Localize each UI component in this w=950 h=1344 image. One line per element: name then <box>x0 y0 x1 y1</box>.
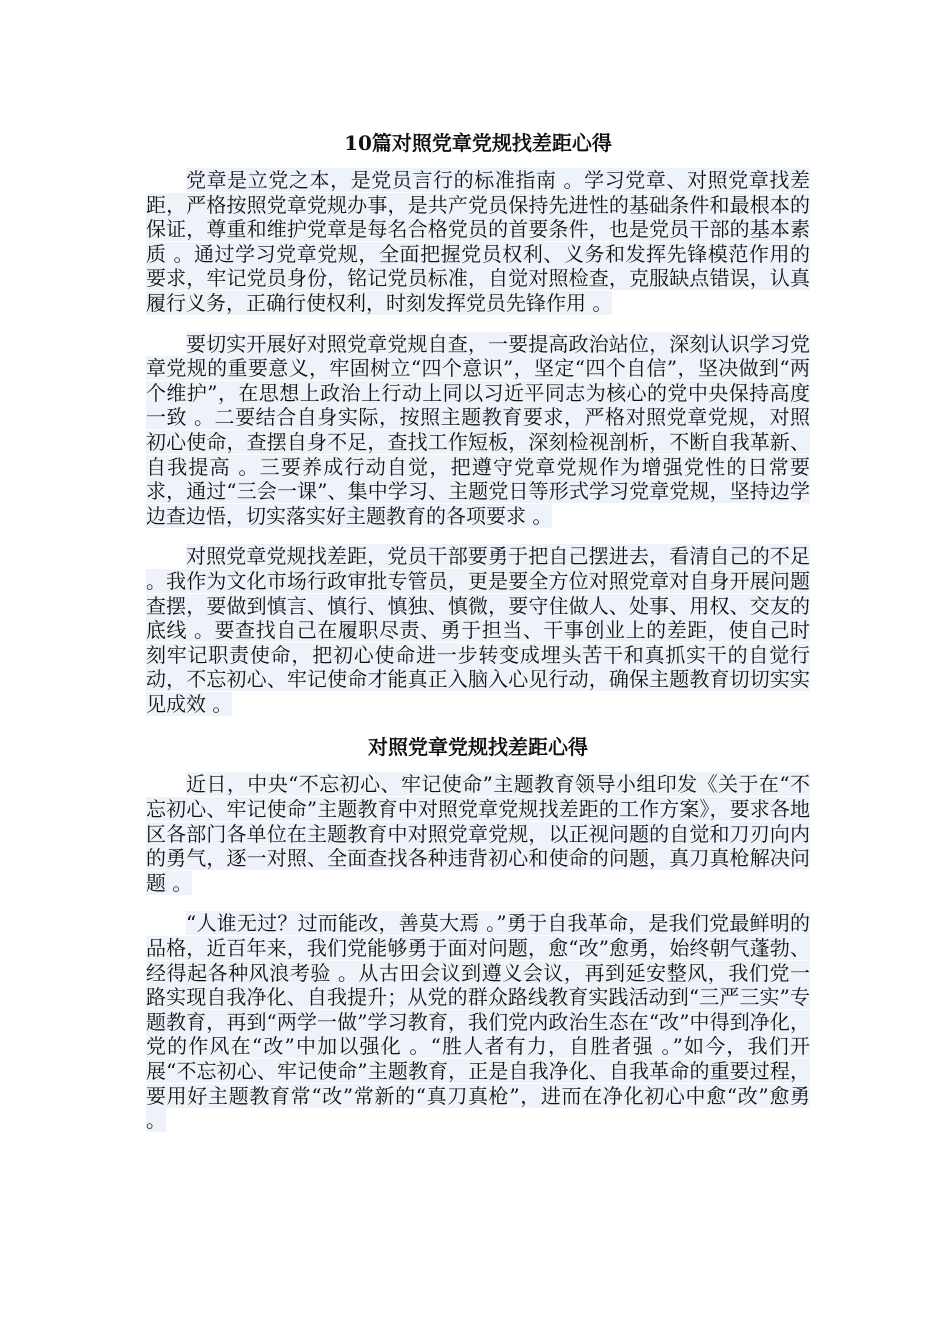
paragraph <box>146 911 810 1132</box>
document-page <box>146 128 810 1149</box>
paragraph-text: 近日，中央“不忘初心、牢记使命”主题教育领导小组印发《关于在“不忘初心、牢记使命”主题教育中对照党章党规找差距的工作方案》，要求各地区各部门各单位在主题教育中对照党章党规，以正视问题的自觉和刀刃向内的勇气，逐一对照、全面查找各种违背初心和使命的问题，真刀真枪解决问题 。 <box>146 772 810 895</box>
section-title: 对照党章党规找差距心得 <box>368 735 588 760</box>
paragraph <box>146 168 810 316</box>
paragraph-text: 要切实开展好对照党章党规自查，一要提高政治站位，深刻认识学习党章党规的重要意义，牢固树立“四个意识”，坚定“四个自信”，坚决做到“两个维护”，在思想上政治上行动上同以习近平同志为核心的党中央保持高度一致 。二要结合自身实际，按照主题教育要求，严格对照党章党规，对照初心使命，查摆自身不足，查找工作短板，深刻检视剖析，不断自我革新、自我提高 。三要养成行动自觉，把遵守党章党规作为增强党性的日常要求，通过“三会一课”、集中学习、主题党日等形式学习党章党规，坚持边学边查边悟，切实落实好主题教育的各项要求 。 <box>146 331 810 528</box>
paragraph-text: “人谁无过？过而能改，善莫大焉 。”勇于自我革命，是我们党最鲜明的品格，近百年来，我们党能够勇于面对问题，愈“改”愈勇，始终朝气蓬勃、经得起各种风浪考验 。从古田会议到遵义会议，再到延安整风，我们党一路实现自我净化、自我提升；从党的群众路线教育实践活动到“三严三实”专题教育，再到“两学一做”学习教育，我们党内政治生态在“改”中得到净化，党的作风在“改”中加以强化 。“胜人者有力，自胜者强 。”如今，我们开展“不忘初心、牢记使命”主题教育，正是自我净化、自我革命的重要过程，要用好主题教育常“改”常新的“真刀真枪”，进而在净化初心中愈“改”愈勇 。 <box>146 911 810 1133</box>
paragraph-text: 对照党章党规找差距，党员干部要勇于把自己摆进去，看清自己的不足 。我作为文化市场行政审批专管员，更是要全方位对照党章对自身开展问题查摆，要做到慎言、慎行、慎独、慎微，要守住做人、处事、用权、交友的底线 。要查找自己在履职尽责、勇于担当、干事创业上的差距，使自己时刻牢记职责使命，把初心使命进一步转变成埋头苦干和真抓实干的自觉行动，不忘初心、牢记使命才能真正入脑入心见行动，确保主题教育切切实实见成效 。 <box>146 544 810 716</box>
paragraph <box>146 772 810 895</box>
paragraph <box>146 332 810 529</box>
paragraph <box>146 544 810 716</box>
paragraph-text: 党章是立党之本，是党员言行的标准指南 。学习党章、对照党章找差距，严格按照党章党规办事，是共产党员保持先进性的基础条件和最根本的保证，尊重和维护党章是每名合格党员的首要条件，也是党员干部的基本素质 。通过学习党章党规，全面把握党员权利、义务和发挥先锋模范作用的要求，牢记党员身份，铭记党员标准，自觉对照检查，克服缺点错误，认真履行义务，正确行使权利，时刻发挥党员先锋作用 。 <box>146 168 810 315</box>
document-title: 10篇对照党章党规找差距心得 <box>344 131 612 155</box>
